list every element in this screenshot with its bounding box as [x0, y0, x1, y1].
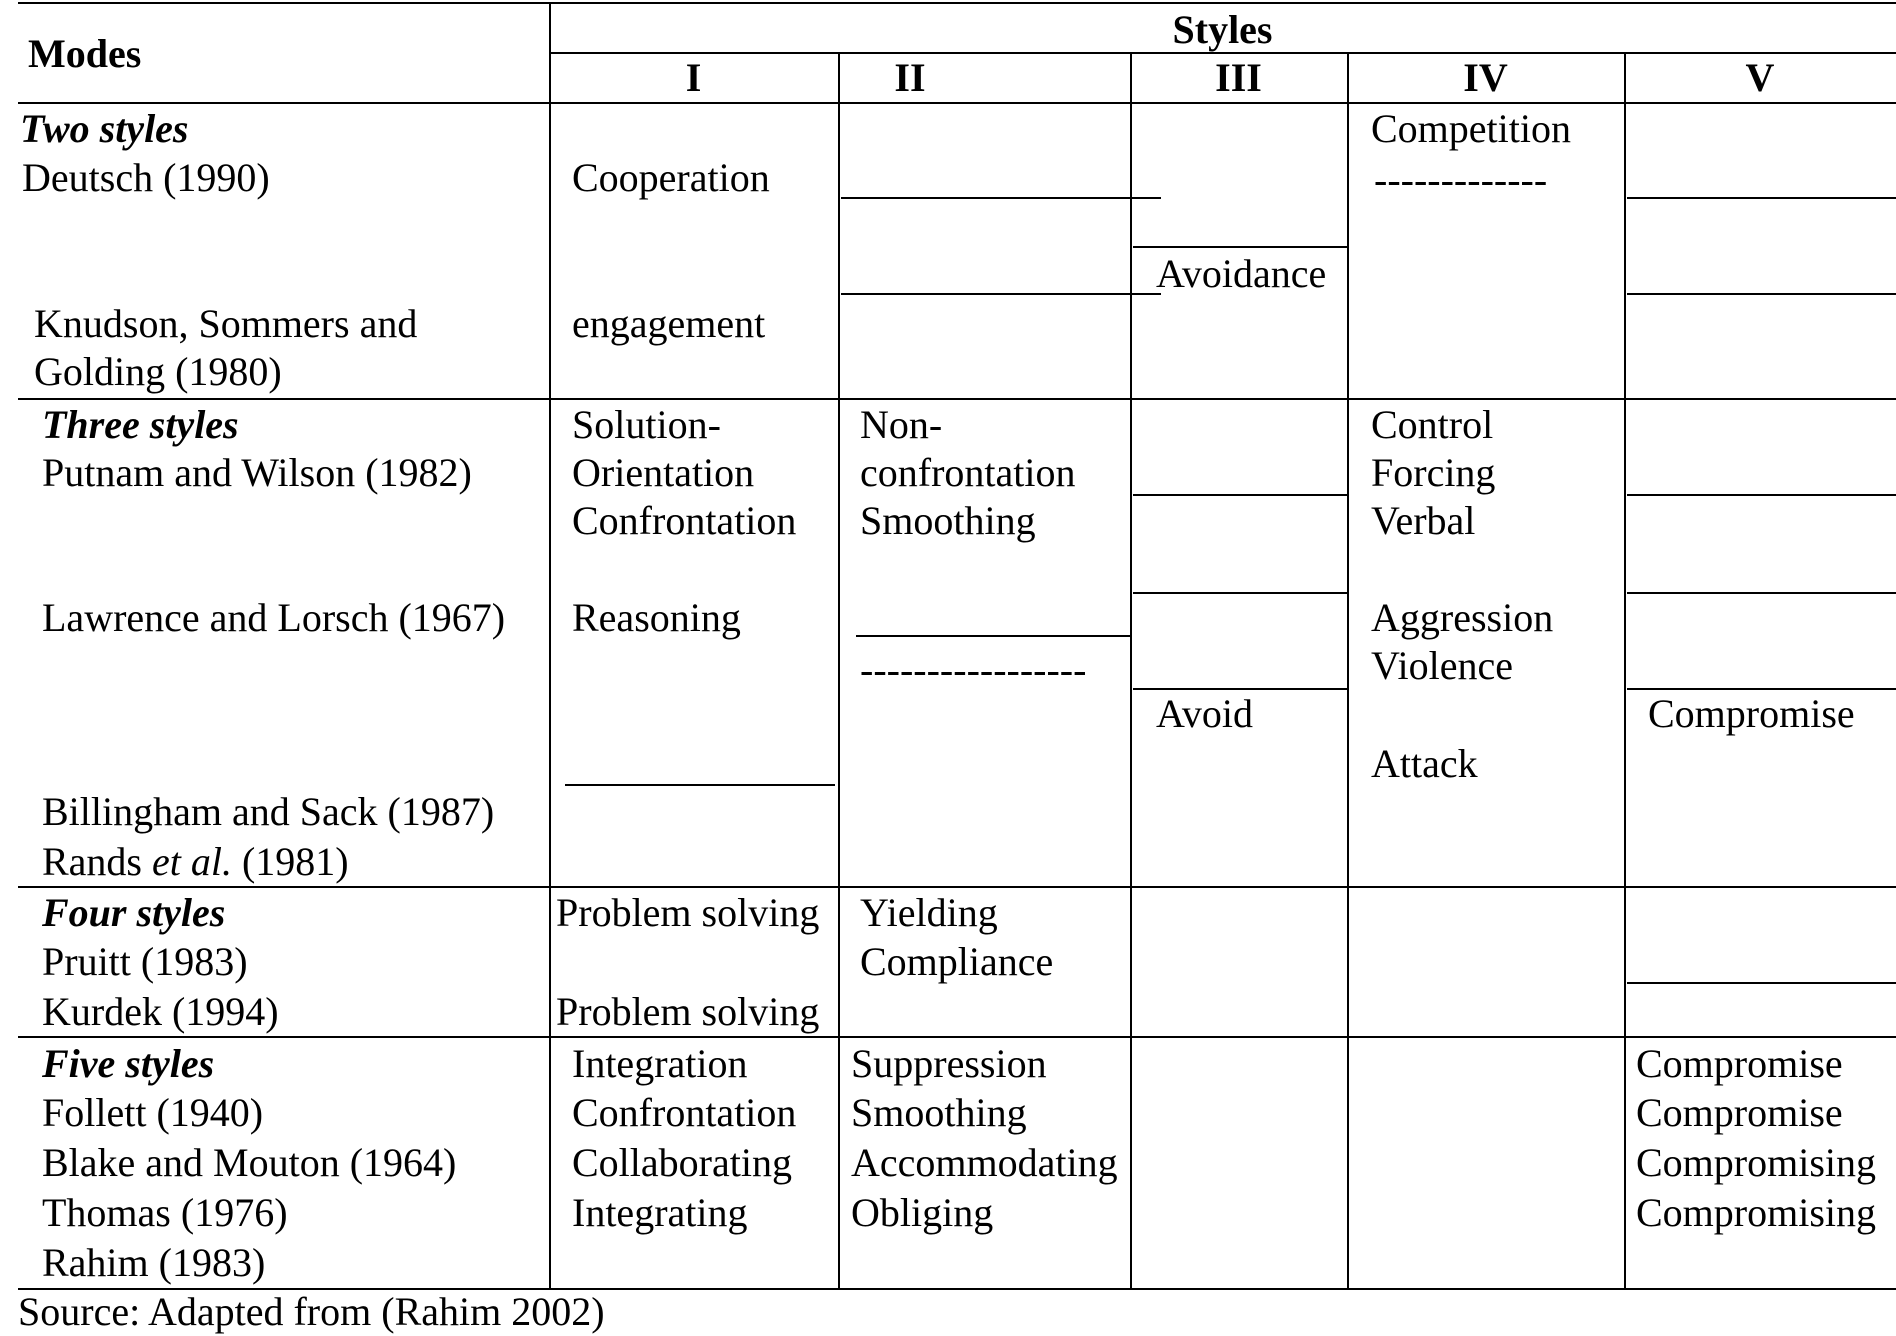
author-knudson-line2: Golding (1980) [34, 349, 282, 394]
author-rands: Rands et al. (1981) [42, 839, 349, 884]
col-divider-modes [549, 2, 551, 1289]
five-style-II-row2: Smoothing [851, 1090, 1027, 1135]
pruitt-style-II-line2: Compliance [860, 939, 1054, 984]
deutsch-style-IV-dashes: ------------- [1374, 157, 1548, 202]
blank-line-lawrence-V-a [1627, 592, 1896, 594]
five-style-II-row4: Obliging [851, 1190, 994, 1235]
blank-line-deutsch-III [1133, 246, 1347, 248]
section-heading-three-styles: Three styles [42, 402, 239, 447]
style-IV-attack: Attack [1371, 741, 1478, 786]
pruitt-style-II-line1: Yielding [860, 890, 998, 935]
blank-line-knudson-V [1627, 293, 1896, 295]
deutsch-style-IV: Competition [1371, 106, 1571, 151]
section-heading-five-styles: Five styles [42, 1041, 215, 1086]
header-modes: Modes [28, 31, 142, 76]
putnam-style-I-line3: Confrontation [572, 498, 797, 543]
col-divider-I [838, 52, 840, 1289]
col-divider-II [1130, 52, 1132, 1289]
putnam-style-II-line1: Non- [860, 402, 943, 447]
five-style-V-row3: Compromising [1636, 1140, 1877, 1185]
blank-line-lawrence-II [856, 635, 1130, 637]
five-style-I-row3: Collaborating [572, 1140, 792, 1185]
putnam-style-I-line2: Orientation [572, 450, 755, 495]
author-pruitt: Pruitt (1983) [42, 939, 248, 984]
author-putnam: Putnam and Wilson (1982) [42, 450, 472, 495]
author-billingham: Billingham and Sack (1987) [42, 789, 495, 834]
blank-line-billingham-I [565, 784, 835, 786]
author-thomas: Thomas (1976) [42, 1190, 288, 1235]
putnam-style-II-line2: confrontation [860, 450, 1076, 495]
putnam-style-IV-line1: Control [1371, 402, 1494, 447]
style-III-avoidance: Avoidance [1156, 251, 1327, 296]
blank-line-lawrence-III-a [1133, 592, 1347, 594]
five-style-II-row1: Suppression [851, 1041, 1047, 1086]
five-style-I-row4: Integrating [572, 1190, 748, 1235]
header-styles: Styles [1172, 7, 1273, 52]
five-style-I-row1: Integration [572, 1041, 748, 1086]
five-style-II-row3: Accommodating [851, 1140, 1118, 1185]
col-divider-III [1347, 52, 1349, 1289]
knudson-style-I: engagement [572, 301, 766, 346]
table-top-rule [18, 2, 1896, 4]
author-blake-mouton: Blake and Mouton (1964) [42, 1140, 457, 1185]
lawrence-style-II-dashes: ----------------- [860, 647, 1087, 692]
blank-line-deutsch-II [841, 197, 1161, 199]
blank-line-putnam-V [1627, 494, 1896, 496]
putnam-style-II-line3: Smoothing [860, 498, 1036, 543]
four-styles-bottom-rule [18, 1036, 1896, 1038]
five-style-V-row2: Compromise [1636, 1090, 1843, 1135]
author-follett: Follett (1940) [42, 1090, 264, 1135]
lawrence-style-IV-line2: Violence [1371, 643, 1513, 688]
author-deutsch: Deutsch (1990) [22, 155, 270, 200]
header-col-II: II [894, 55, 926, 100]
five-style-I-row2: Confrontation [572, 1090, 797, 1135]
section-heading-two-styles: Two styles [20, 106, 189, 151]
header-col-V: V [1745, 55, 1775, 100]
putnam-style-IV-line2: Forcing [1371, 450, 1496, 495]
two-styles-bottom-rule [18, 398, 1896, 400]
header-col-III: III [1215, 55, 1262, 100]
pruitt-style-I: Problem solving [556, 890, 820, 935]
style-V-compromise: Compromise [1648, 691, 1855, 736]
section-heading-four-styles: Four styles [42, 890, 226, 935]
header-col-IV: IV [1463, 55, 1508, 100]
style-III-avoid: Avoid [1156, 691, 1254, 736]
blank-line-pruitt-V [1627, 982, 1896, 984]
three-styles-bottom-rule [18, 886, 1896, 888]
header-bottom-rule [18, 102, 1896, 104]
lawrence-style-IV-line1: Aggression [1371, 595, 1554, 640]
author-lawrence: Lawrence and Lorsch (1967) [42, 595, 506, 640]
author-knudson-line1: Knudson, Sommers and [34, 301, 418, 346]
author-rahim: Rahim (1983) [42, 1240, 266, 1285]
blank-line-knudson-II [841, 293, 1161, 295]
header-col-I: I [685, 55, 702, 100]
author-kurdek: Kurdek (1994) [42, 989, 279, 1034]
kurdek-style-I: Problem solving [556, 989, 820, 1034]
five-style-V-row4: Compromising [1636, 1190, 1877, 1235]
col-divider-IV [1624, 52, 1626, 1289]
deutsch-style-I: Cooperation [572, 155, 770, 200]
five-style-V-row1: Compromise [1636, 1041, 1843, 1086]
source-note: Source: Adapted from (Rahim 2002) [18, 1289, 605, 1334]
blank-line-putnam-III [1133, 494, 1347, 496]
putnam-style-IV-line3: Verbal [1371, 498, 1476, 543]
putnam-style-I-line1: Solution- [572, 402, 721, 447]
lawrence-style-I: Reasoning [572, 595, 741, 640]
blank-line-deutsch-V [1627, 197, 1896, 199]
